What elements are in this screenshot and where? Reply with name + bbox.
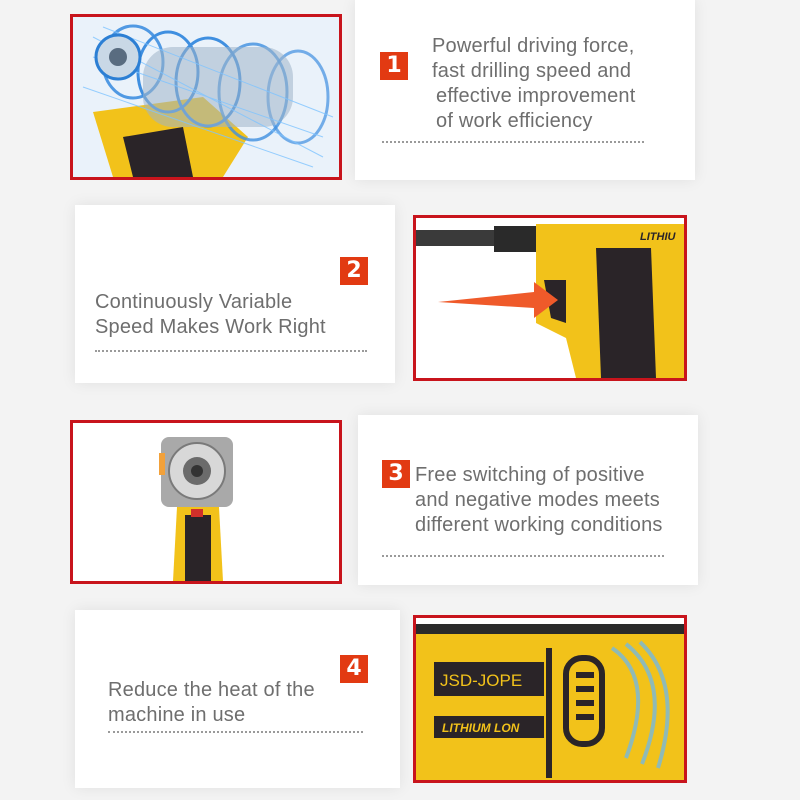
lithium-label-top: LITHIU	[640, 231, 676, 243]
feature-1-line-4: of work efficiency	[436, 110, 593, 132]
feature-1-line-1: Powerful driving force,	[432, 35, 635, 57]
feature-2-line-1: Continuously Variable	[95, 291, 293, 313]
drill-vent-illustration	[416, 618, 684, 780]
feature-image-3	[70, 420, 342, 584]
drill-front-view-illustration	[73, 423, 339, 581]
feature-image-1	[70, 14, 342, 180]
feature-1-line-3: effective improvement	[436, 85, 636, 107]
feature-image-2	[413, 215, 687, 381]
feature-4-line-2: machine in use	[108, 704, 246, 726]
drill-trigger-illustration	[416, 218, 684, 378]
feature-description-4	[108, 678, 315, 728]
feature-description-2	[95, 290, 326, 340]
feature-2-divider	[95, 350, 367, 352]
feature-4-divider	[108, 731, 363, 733]
feature-1-line-2: fast drilling speed and	[432, 60, 632, 82]
drill-chuck-xray-illustration	[73, 17, 339, 177]
feature-1-divider	[382, 141, 644, 143]
feature-3-divider	[382, 555, 664, 557]
feature-number-3: 3	[382, 460, 410, 488]
feature-4-line-1: Reduce the heat of the	[108, 679, 315, 701]
feature-description-1	[432, 34, 635, 134]
brand-label: JSD-JOPE	[440, 671, 523, 690]
feature-image-4	[413, 615, 687, 783]
feature-2-line-2: Speed Makes Work Right	[95, 316, 326, 338]
feature-number-1: 1	[380, 52, 408, 80]
feature-number-2: 2	[340, 257, 368, 285]
feature-3-line-2: and negative modes meets	[415, 489, 660, 511]
lithium-label-bottom: LITHIUM LON	[442, 721, 520, 735]
feature-3-line-3: different working conditions	[415, 514, 663, 536]
feature-3-line-1: Free switching of positive	[415, 464, 645, 486]
feature-number-4: 4	[340, 655, 368, 683]
feature-description-3	[415, 463, 663, 538]
